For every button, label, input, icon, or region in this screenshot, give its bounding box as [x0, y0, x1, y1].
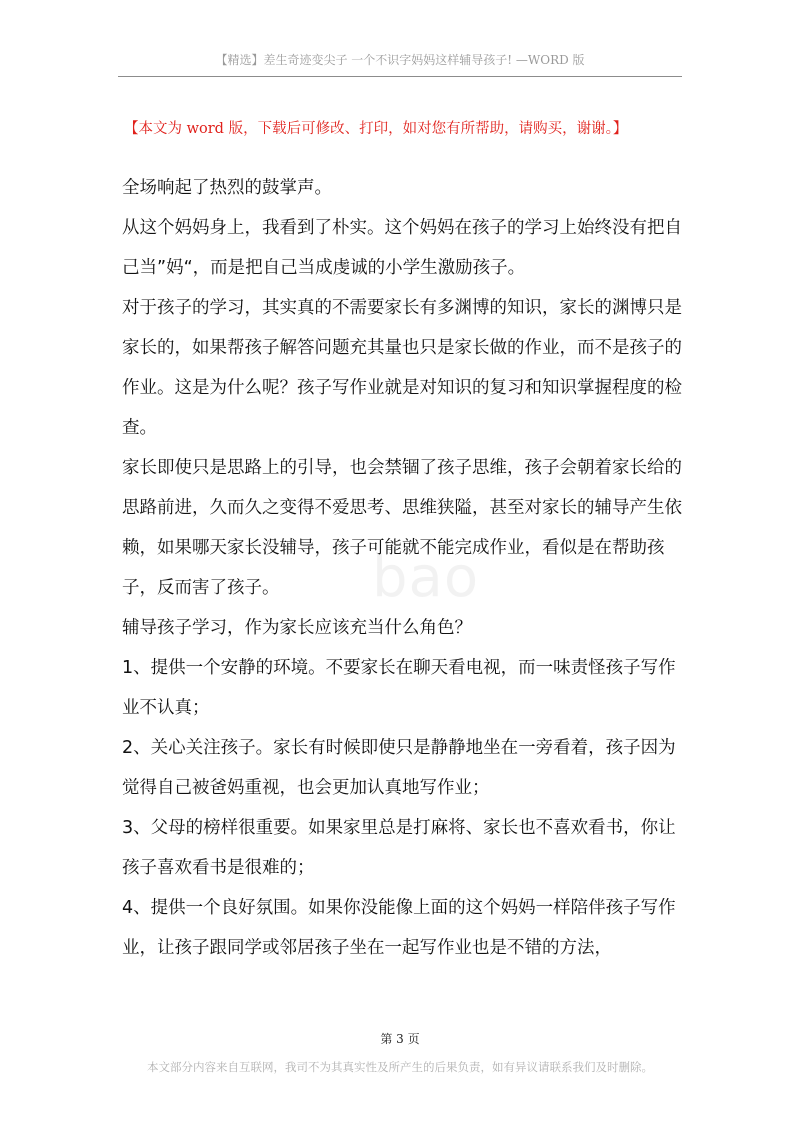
- page-footer: 本文部分内容来自互联网，我司不为其真实性及所产生的后果负责，如有异议请联系我们及时删除。: [147, 1060, 653, 1074]
- paragraph: 家长即使只是思路上的引导，也会禁锢了孩子思维，孩子会朝着家长给的思路前进，久而久之变得不爱思考、思维狭隘，甚至对家长的辅导产生依赖，如果哪天家长没辅导，孩子可能就不能完成作业，看似是在帮助孩子，反而害了孩子。: [122, 458, 682, 598]
- paragraph: 对于孩子的学习，其实真的不需要家长有多渊博的知识，家长的渊博只是家长的，如果帮孩子解答问题充其量也只是家长做的作业，而不是孩子的作业。这是为什么呢？孩子写作业就是对知识的复习和知识掌握程度的检查。: [122, 298, 682, 438]
- page-header: 【精选】差生奇迹变尖子 一个不识字妈妈这样辅导孩子! —WORD 版: [215, 53, 585, 67]
- download-notice: 【本文为 word 版，下载后可修改、打印，如对您有所帮助，请购买，谢谢。】: [124, 121, 628, 137]
- watermark: bao: [372, 545, 480, 610]
- paragraph: 从这个妈妈身上，我看到了朴实。这个妈妈在孩子的学习上始终没有把自己当”妈“，而是把自己当成虔诚的小学生激励孩子。: [122, 218, 682, 278]
- list-item: 3、父母的榜样很重要。如果家里总是打麻将、家长也不喜欢看书，你让孩子喜欢看书是很难的；: [122, 818, 676, 878]
- paragraph: 全场响起了热烈的鼓掌声。: [122, 178, 332, 198]
- list-item: 2、关心关注孩子。家长有时候即使只是静静地坐在一旁看着，孩子因为觉得自己被爸妈重视，也会更加认真地写作业；: [122, 738, 676, 798]
- document-body: [122, 168, 682, 968]
- list-item: 1、提供一个安静的环境。不要家长在聊天看电视，而一味责怪孩子写作业不认真；: [122, 658, 676, 718]
- paragraph: 辅导孩子学习，作为家长应该充当什么角色？: [122, 618, 472, 638]
- list-item: 4、提供一个良好氛围。如果你没能像上面的这个妈妈一样陪伴孩子写作业，让孩子跟同学或邻居孩子坐在一起写作业也是不错的方法，: [122, 898, 676, 958]
- page-number: 第 3 页: [380, 1032, 420, 1046]
- header-divider: [118, 76, 682, 77]
